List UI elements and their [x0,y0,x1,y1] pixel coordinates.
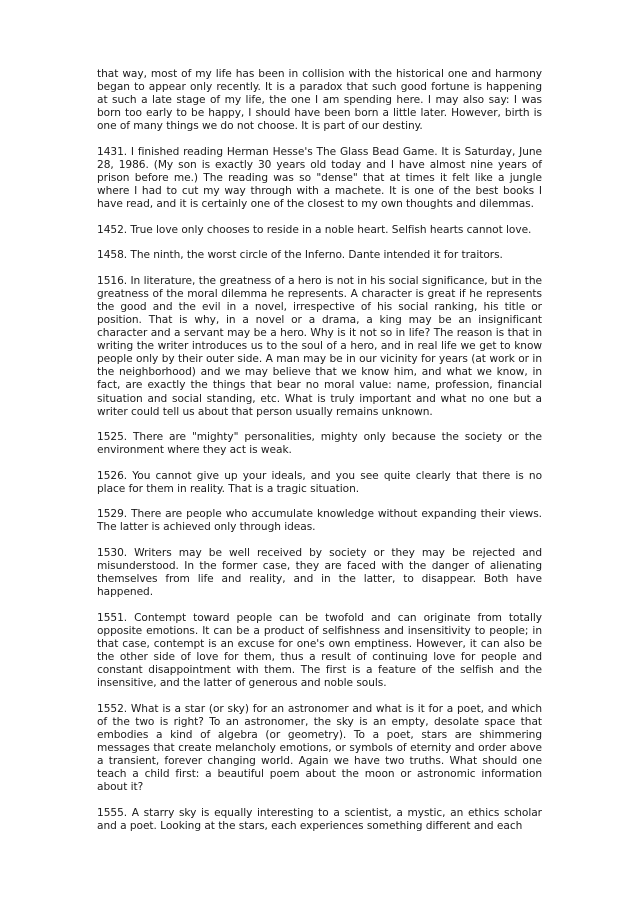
paragraph-1552: 1552. What is a star (or sky) for an astronomer and what is it for a poet, and which of the two is right? To an astronomer, the sky is an empty, desolate space that embodies a kind of algebra (or geometry). To a poet, stars are shimmering messages that create melancholy emotions, or symbols of eternity and order above a transient, forever changing world. Again we have two truths. What should one teach a child first: a beautiful poem about the moon or astronomic information about it? [97,702,542,794]
paragraph-1452: 1452. True love only chooses to reside in a noble heart. Selfish hearts cannot love. [97,223,532,236]
paragraph-1551: 1551. Contempt toward people can be twofold and can originate from totally opposite emotions. It can be a product of selfishness and insensitivity to people; in that case, contempt is an excuse for one's own emptiness. However, it can also be the other side of love for them, thus a result of continuing love for people and constant disappointment with them. The first is a feature of the selfish and the insensitive, and the latter of generous and noble souls. [97,611,542,690]
paragraph-1516: 1516. In literature, the greatness of a hero is not in his social significance, but in the greatness of the moral dilemma he represents. A character is great if he represents the good and the evil in a novel, irrespective of his social ranking, his title or position. That is why, in a novel or a drama, a king may be an insignificant character and a servant may be a hero. Why is it not so in life? The reason is that in writing the writer introduces us to the soul of a hero, and in real life we get to know people only by their outer side. A man may be in our vicinity for years (at work or in the neighborhood) and we may believe that we know him, and what we know, in fact, are exactly the things that bear no moral value: name, profession, financial situation and social standing, etc. What is truly important and what no one but a writer could tell us about that person usually remains unknown. [97,274,542,418]
paragraph-1555: 1555. A starry sky is equally interesting to a scientist, a mystic, an ethics scholar and a poet. Looking at the stars, each experiences something different and each [97,806,542,832]
document-page [97,68,542,845]
paragraph-1529: 1529. There are people who accumulate knowledge without expanding their views. The latter is achieved only through ideas. [97,508,542,534]
paragraph-1431: 1431. I finished reading Herman Hesse's The Glass Bead Game. It is Saturday, June 28, 1986. (My son is exactly 30 years old today and I have almost nine years of prison before me.) The reading was so "dense" that at times it felt like a jungle where I had to cut my way through with a machete. It is one of the best books I have read, and it is certainly one of the closest to my own thoughts and dilemmas. [97,145,542,211]
paragraph-1526: 1526. You cannot give up your ideals, and you see quite clearly that there is no place for them in reality. That is a tragic situation. [97,469,542,495]
paragraph-continuation: that way, most of my life has been in collision with the historical one and harmony began to appear only recently. It is a paradox that such good fortune is happening at such a late stage of my life, the one I am spending here. I may also say: I was born too early to be happy, I should have been born a little later. However, birth is one of many things we do not choose. It is part of our destiny. [97,68,542,133]
paragraph-1458: 1458. The ninth, the worst circle of the Inferno. Dante intended it for traitors. [97,249,503,262]
paragraph-1530: 1530. Writers may be well received by society or they may be rejected and misunderstood. In the former case, they are faced with the danger of alienating themselves from life and reality, and in the latter, to disappear. Both have happened. [97,546,542,599]
paragraph-1525: 1525. There are "mighty" personalities, mighty only because the society or the environment where they act is weak. [97,431,542,457]
